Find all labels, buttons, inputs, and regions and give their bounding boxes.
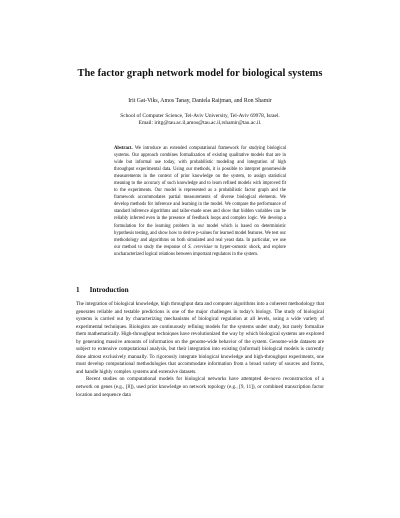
author-list: Irit Gat-Viks, Amos Tanay, Daniela Raijman, and Ron Shamir	[128, 98, 272, 104]
section-title: Introduction	[89, 286, 129, 294]
affiliation-address: School of Computer Science, Tel-Aviv University, Tel-Aviv 69978, Israel.	[120, 113, 280, 119]
paper-title: The factor graph network model for biological systems	[77, 68, 323, 79]
abstract-text: We introduce an extended computational framework for studying biological systems. Our approach combines formalization of existing qualitative models that are in wide but informal use today, with probabilistic modeling and integration of high throughput experimental data. Using our methods, it is possible to interpret genomewide measurements in the context of prior knowledge on the system, to assign statistical meaning to the accuracy of such knowledge and to learn refined models with improved fit to the experiments. Our model is represented as a probabilistic factor graph and the framework accommodates partial measurements of diverse biological elements. We develop methods for inference and learning in the model. We compare the performance of standard inference algorithms and tailor-made ones and show that hidden variables can be reliably inferred even in the presence of feedback loops and complex logic. We develop a formulation for the learning problem in our model which is based on deterministic hypothesis testing, and show how to derive p-values for learned model features. We test our methodology and algorithms on both simulated and real yeast data. In particular, we use our method to study the response of	[114, 146, 286, 250]
section-number: 1	[76, 286, 80, 294]
abstract-label: Abstract.	[114, 146, 133, 151]
intro-paragraph-2: Recent studies on computational models for biological networks have attempted de-novo reconstruction of a network on genes (e.g., [8]), used prior knowledge on network topology (e.g., [9, 11]), or combined transcription factor location and sequence data	[76, 376, 324, 398]
affiliation-block	[40, 113, 360, 127]
abstract	[114, 145, 286, 258]
section-heading	[76, 286, 336, 294]
intro-paragraph-1: The integration of biological knowledge, high throughput data and computer algorithms into a coherent methodology that generates reliable and testable predictions is one of the major challenges in today's biology. The study of biological systems is carried out by characterizing mechanisms of biological regulation at all levels, using a wide variety of experimental techniques. Biologists are continuously refining models for the systems under study, but rarely formalize them mathematically. High-throughput techniques have revolutionized the way by which biological systems are explored by generating massive amounts of information on the genome-wide behavior of the system. Genome-wide datasets are subject to extensive computational analysis, but their integration into existing (informal) biological models is currently done almost exclusively manually. To rigorously integrate biological knowledge and high-throughput experiments, one must develop computational methodologies that accommodate information from a broad variety of sources and forms, and handle highly complex systems and extensive datasets.	[76, 301, 324, 375]
affiliation-email: Email: iritg@tau.ac.il,amos@tau.ac.il,rshamir@tau.ac.il.	[138, 120, 262, 127]
abstract-text-end: to hyper-osmotic shock, and explore uncharacterized logical relations between important regulators in the system.	[114, 244, 287, 257]
abstract-organism: S. cerevisiae	[188, 244, 213, 250]
section-body	[76, 301, 324, 399]
